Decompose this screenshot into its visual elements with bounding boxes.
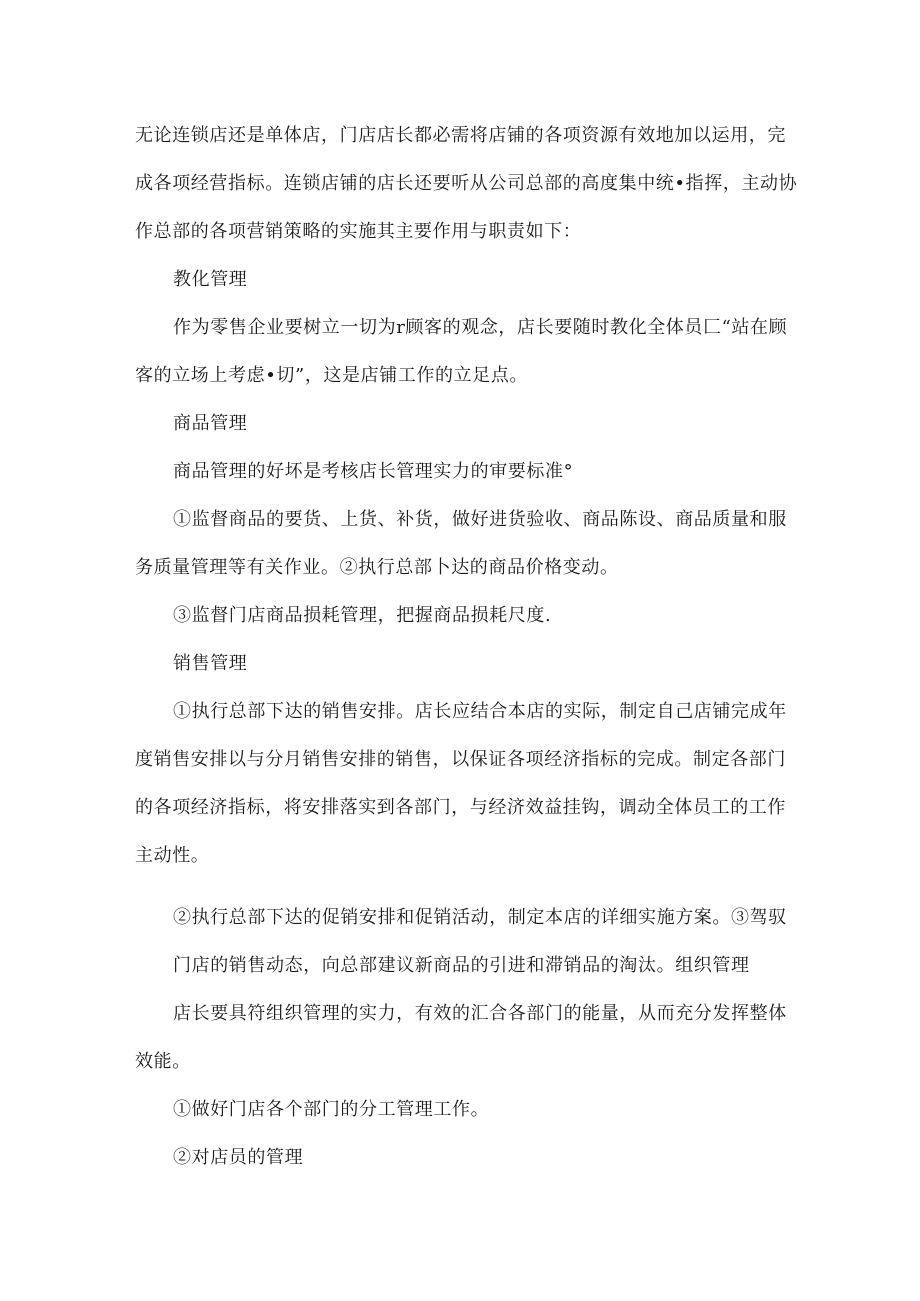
text-line: 主动性。 bbox=[135, 845, 210, 866]
text-line: 商品管理的好坏是考核店长管理实力的审要标准° bbox=[173, 461, 574, 482]
section-paragraph bbox=[173, 592, 790, 640]
section-paragraph bbox=[135, 990, 790, 1086]
section-paragraph bbox=[135, 304, 790, 400]
section-paragraph bbox=[135, 496, 790, 592]
text-line: ②对店员的管理 bbox=[173, 1147, 304, 1168]
text-line: 作总部的各项营销策略的实施其主要作用与职责如下： bbox=[135, 221, 582, 242]
text-line: 的各项经济指标，将安排落实到各部门，与经济效益挂钩，调动全体员工的工作 bbox=[135, 797, 786, 818]
section-paragraph bbox=[173, 894, 790, 990]
section-heading-education: 教化管理 bbox=[173, 269, 248, 290]
section-heading-sales: 销售管理 bbox=[173, 653, 248, 674]
text-line: 务质量管理等有关作业。②执行总部卜达的商品价格变动。 bbox=[135, 557, 619, 578]
text-line: 店长要具符组织管理的实力，有效的汇合各部门的能量，从而充分发挥整体 bbox=[173, 1003, 787, 1024]
section-paragraph bbox=[173, 448, 790, 496]
text-line: ①执行总部下达的销售安排。店长应结合本店的实际，制定自己店铺完成年 bbox=[173, 701, 787, 722]
text-line: ③监督门店商品损耗管理，把握商品损耗尺度. bbox=[173, 605, 552, 626]
text-line: 作为零售企业要树立一切为r顾客的观念，店长要随时教化全体员匚“站在顾 bbox=[173, 317, 788, 338]
text-line: 度销售安排以与分月销售安排的销售，以保证各项经济指标的完成。制定各部门 bbox=[135, 749, 786, 770]
text-line: 客的立场上考虑•切”，这是店铺工作的立足点。 bbox=[135, 365, 529, 386]
text-line: 效能。 bbox=[135, 1051, 191, 1072]
text-line: ①监督商品的要货、上货、补货，做好进货验收、商品陈设、商品质量和服 bbox=[173, 509, 787, 530]
text-line: ①做好门店各个部门的分工管理工作。 bbox=[173, 1099, 490, 1120]
section-heading-goods: 商品管理 bbox=[173, 413, 248, 434]
text-line: 成各项经营指标。连锁店铺的店长还要听从公司总部的高度集中统•指挥，主动协 bbox=[135, 173, 798, 194]
section-paragraph bbox=[173, 1134, 790, 1182]
intro-paragraph bbox=[135, 112, 798, 256]
section-paragraph bbox=[135, 688, 790, 880]
text-line: ②执行总部下达的促销安排和促销活动，制定本店的详细实施方案。③驾驭 bbox=[173, 907, 787, 928]
text-line: 门店的销售动态，向总部建议新商品的引进和滞销品的淘汰。组织管理 bbox=[173, 955, 750, 976]
text-line: 无论连锁店还是单体店，门店店长都必需将店铺的各项资源有效地加以运用，完 bbox=[135, 125, 786, 146]
section-paragraph bbox=[173, 1086, 790, 1134]
